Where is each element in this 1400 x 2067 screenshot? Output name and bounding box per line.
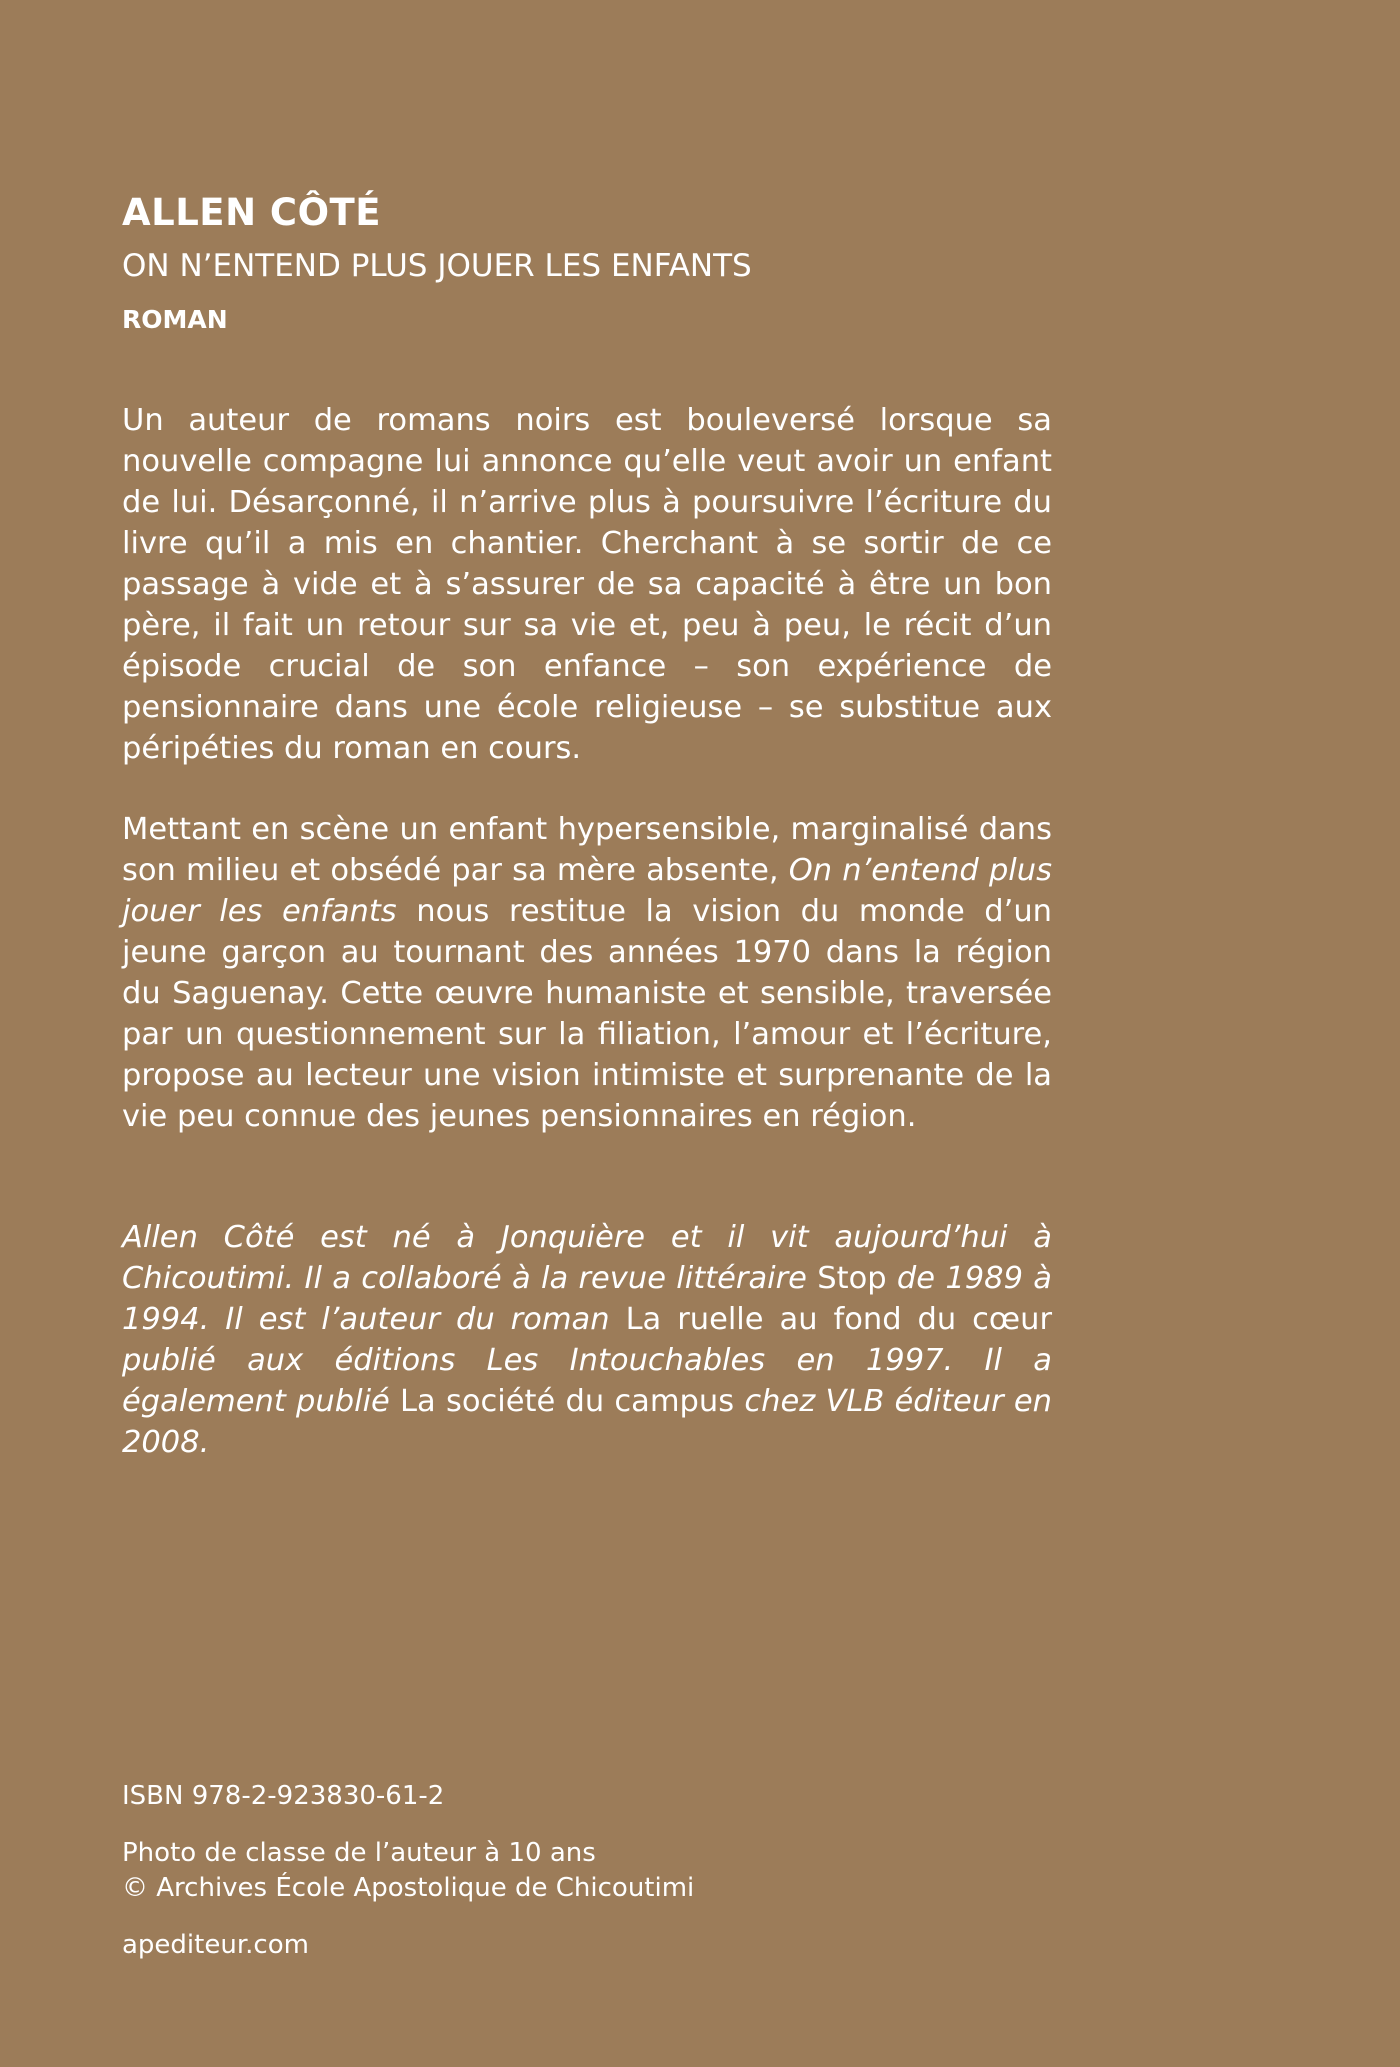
cover-content: [122, 190, 1052, 1463]
synopsis-2-part-1: Mettant en scène un enfant hypersensible, marginalisé dans son milieu et obsédé par sa mère absente,: [122, 812, 1052, 888]
bio-part-2: de 1989 à 1994. Il est l’auteur du roman: [122, 1261, 1053, 1337]
photo-credit-line-1: Photo de classe de l’auteur à 10 ans: [122, 1838, 596, 1868]
photo-credit: [122, 1836, 1022, 1906]
synopsis-2-part-2: nous restitue la vision du monde d’un jeune garçon au tournant des années 1970 dans la région du Saguenay. Cette œuvre humaniste et sensible, traversée par un questionnement sur la filiation, l’amour et l’écriture, propose au lecteur une vision intimiste et surprenante de la vie peu connue des jeunes pensionnaires en région.: [122, 894, 1052, 1134]
author-biography: [122, 1217, 1052, 1463]
bio-magazine: Stop: [817, 1261, 887, 1296]
bio-part-3: publié aux éditions Les Intouchables en 1997. Il a également publié: [122, 1343, 1052, 1419]
bio-part-4: chez VLB éditeur en 2008.: [122, 1384, 1052, 1460]
cover-footer: [122, 1779, 1022, 1963]
publisher-website[interactable]: apediteur.com: [122, 1930, 309, 1960]
bio-part-1: Allen Côté est né à Jonquière et il vit aujourd’hui à Chicoutimi. Il a collaboré à la revue littéraire: [122, 1220, 1052, 1296]
synopsis-2-book-title: On n’entend plus jouer les enfants: [122, 853, 1052, 929]
synopsis-paragraph-1: Un auteur de romans noirs est bouleversé lorsque sa nouvelle compagne lui annonce qu’elle veut avoir un enfant de lui. Désarçonné, il n’arrive plus à poursuivre l’écriture du livre qu’il a mis en chantier. Cherchant à se sortir de ce passage à vide et à s’assurer de sa capacité à être un bon père, il fait un retour sur sa vie et, peu à peu, le récit d’un épisode crucial de son enfance – son expérience de pensionnaire dans une école religieuse – se substitue aux péripéties du roman en cours.: [122, 403, 1052, 766]
photo-credit-line-2: © Archives École Apostolique de Chicoutimi: [122, 1873, 695, 1903]
isbn-number: ISBN 978-2-923830-61-2: [122, 1781, 445, 1811]
bio-novel-2: La société du campus: [400, 1384, 735, 1419]
synopsis-paragraph-2: [122, 809, 1052, 1137]
bio-novel-1: La ruelle au fond du cœur: [625, 1302, 1053, 1337]
genre-label: ROMAN: [122, 305, 228, 334]
book-title: ON N’ENTEND PLUS JOUER LES ENFANTS: [122, 248, 752, 284]
author-name: ALLEN CÔTÉ: [122, 191, 382, 234]
